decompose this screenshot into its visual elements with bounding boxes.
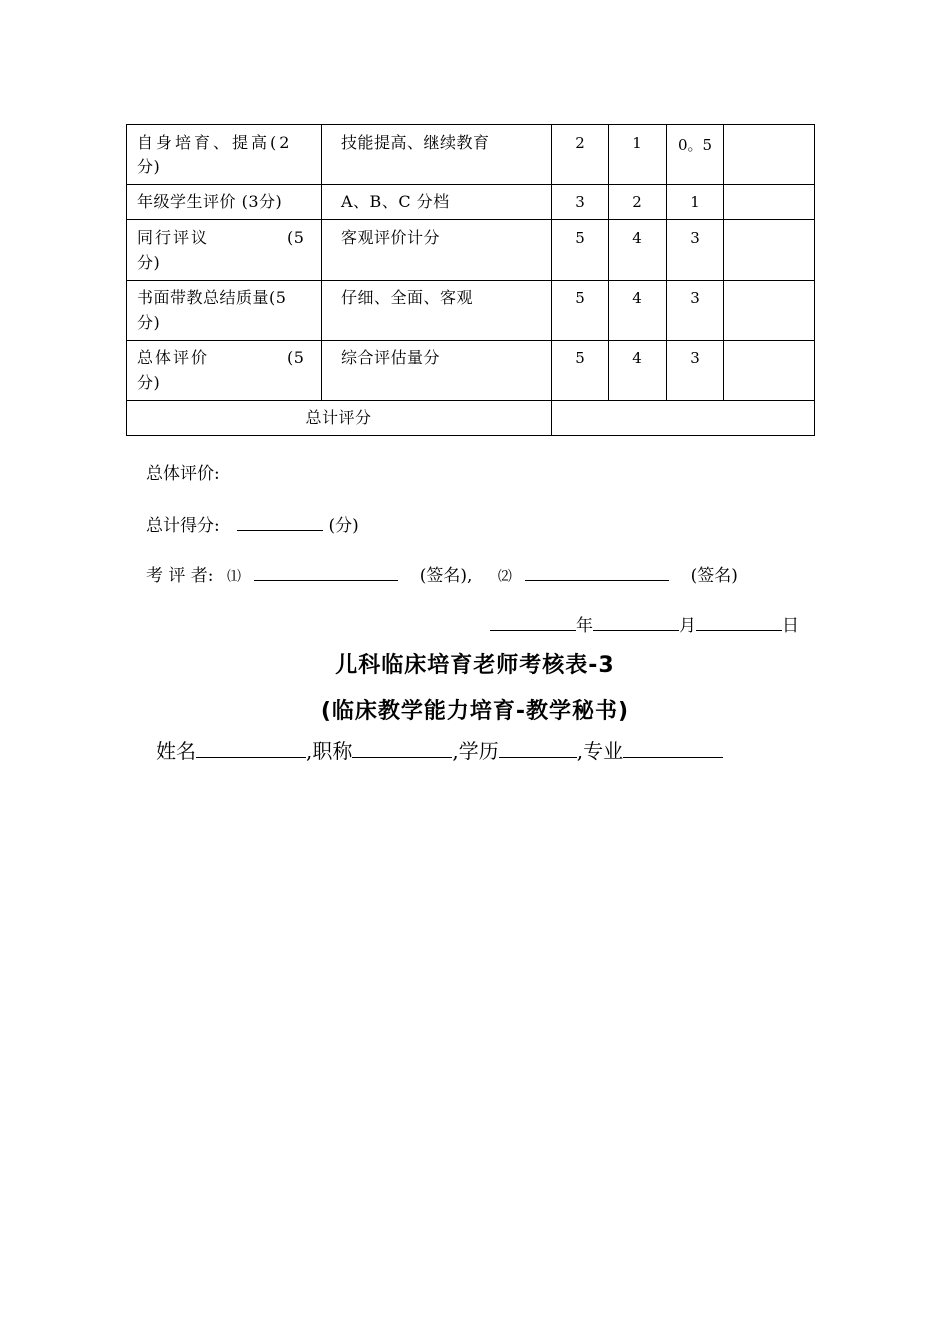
score-cell: 5: [575, 289, 585, 307]
item-cell: 总体评价: [137, 348, 210, 367]
table-divider: [551, 124, 552, 436]
form-title: 儿科临床培育老师考核表-3: [335, 653, 615, 678]
score-cell: 1: [690, 193, 700, 211]
table-border: [814, 124, 815, 436]
item-cell-cont: 分): [137, 373, 161, 392]
table-divider: [321, 124, 322, 401]
criteria-cell: A、B、C 分档: [341, 192, 450, 211]
total-score-label: 总计评分: [305, 408, 372, 427]
score-cell: 4: [632, 349, 642, 367]
table-border: [126, 124, 127, 436]
table-border: [126, 124, 815, 125]
table-divider: [666, 124, 667, 401]
table-divider: [126, 340, 815, 341]
overall-evaluation-label: 总体评价:: [146, 464, 220, 484]
criteria-cell: 技能提高、继续教育: [341, 133, 490, 152]
year-blank[interactable]: [490, 612, 576, 631]
score-cell: 3: [575, 193, 585, 211]
criteria-cell: 仔细、全面、客观: [341, 288, 474, 307]
score-cell: 3: [690, 229, 700, 247]
examiner-2-marker: ⑵: [497, 569, 512, 585]
day-label: 日: [782, 616, 799, 636]
item-cell-score: (5: [287, 228, 305, 247]
examiner-label: 考 评 者:: [146, 566, 214, 586]
date-line: [490, 612, 799, 638]
month-label: 月: [679, 616, 696, 636]
examiner-2-blank[interactable]: [525, 562, 669, 581]
examiner-1-blank[interactable]: [254, 562, 398, 581]
table-border: [126, 435, 815, 436]
item-cell: 年级学生评价 (3分): [137, 192, 283, 211]
total-score-blank[interactable]: [237, 512, 323, 531]
examiner-line: [146, 562, 738, 589]
score-cell: 5: [575, 229, 585, 247]
table-divider: [723, 124, 724, 401]
table-divider: [126, 400, 815, 401]
item-cell: 同行评议: [137, 228, 210, 247]
score-cell: 4: [632, 289, 642, 307]
total-score-label: 总计得分:: [146, 516, 220, 536]
day-blank[interactable]: [696, 612, 782, 631]
item-cell-cont: 分): [137, 313, 161, 332]
education-blank[interactable]: [499, 735, 577, 758]
score-cell: 4: [632, 229, 642, 247]
score-cell: 0。5: [677, 136, 713, 154]
major-blank[interactable]: [623, 735, 723, 758]
score-cell: 2: [575, 134, 585, 152]
score-cell: 1: [632, 134, 642, 152]
name-blank[interactable]: [196, 735, 306, 758]
score-cell: 2: [632, 193, 642, 211]
item-cell-cont: 分): [137, 157, 161, 176]
item-cell-score: (5: [287, 348, 305, 367]
table-divider: [126, 184, 815, 185]
table-divider: [126, 280, 815, 281]
item-cell: 书面带教总结质量(5: [137, 288, 287, 307]
score-cell: 3: [690, 289, 700, 307]
signature-label: (签名),: [419, 566, 473, 586]
examiner-1-marker: ⑴: [226, 569, 241, 585]
month-blank[interactable]: [593, 612, 679, 631]
form-subtitle: (临床教学能力培育-教学秘书): [320, 699, 630, 724]
item-cell-cont: 分): [137, 253, 161, 272]
item-cell: 自身培育、提高(2: [137, 133, 293, 152]
name-label: 姓名: [156, 739, 196, 763]
major-label: ,专业: [576, 739, 624, 763]
total-score-line: [146, 512, 359, 538]
score-cell: 3: [690, 349, 700, 367]
year-label: 年: [576, 616, 593, 636]
table-divider: [126, 219, 815, 220]
education-label: ,学历: [452, 739, 499, 763]
personal-info-line: [156, 735, 723, 765]
score-cell: 5: [575, 349, 585, 367]
job-title-label: ,职称: [306, 739, 353, 763]
table-divider: [608, 124, 609, 401]
score-unit: (分): [328, 516, 359, 536]
signature-label: (签名): [690, 566, 738, 586]
criteria-cell: 综合评估量分: [341, 348, 441, 367]
job-title-blank[interactable]: [352, 735, 452, 758]
criteria-cell: 客观评价计分: [341, 228, 441, 247]
